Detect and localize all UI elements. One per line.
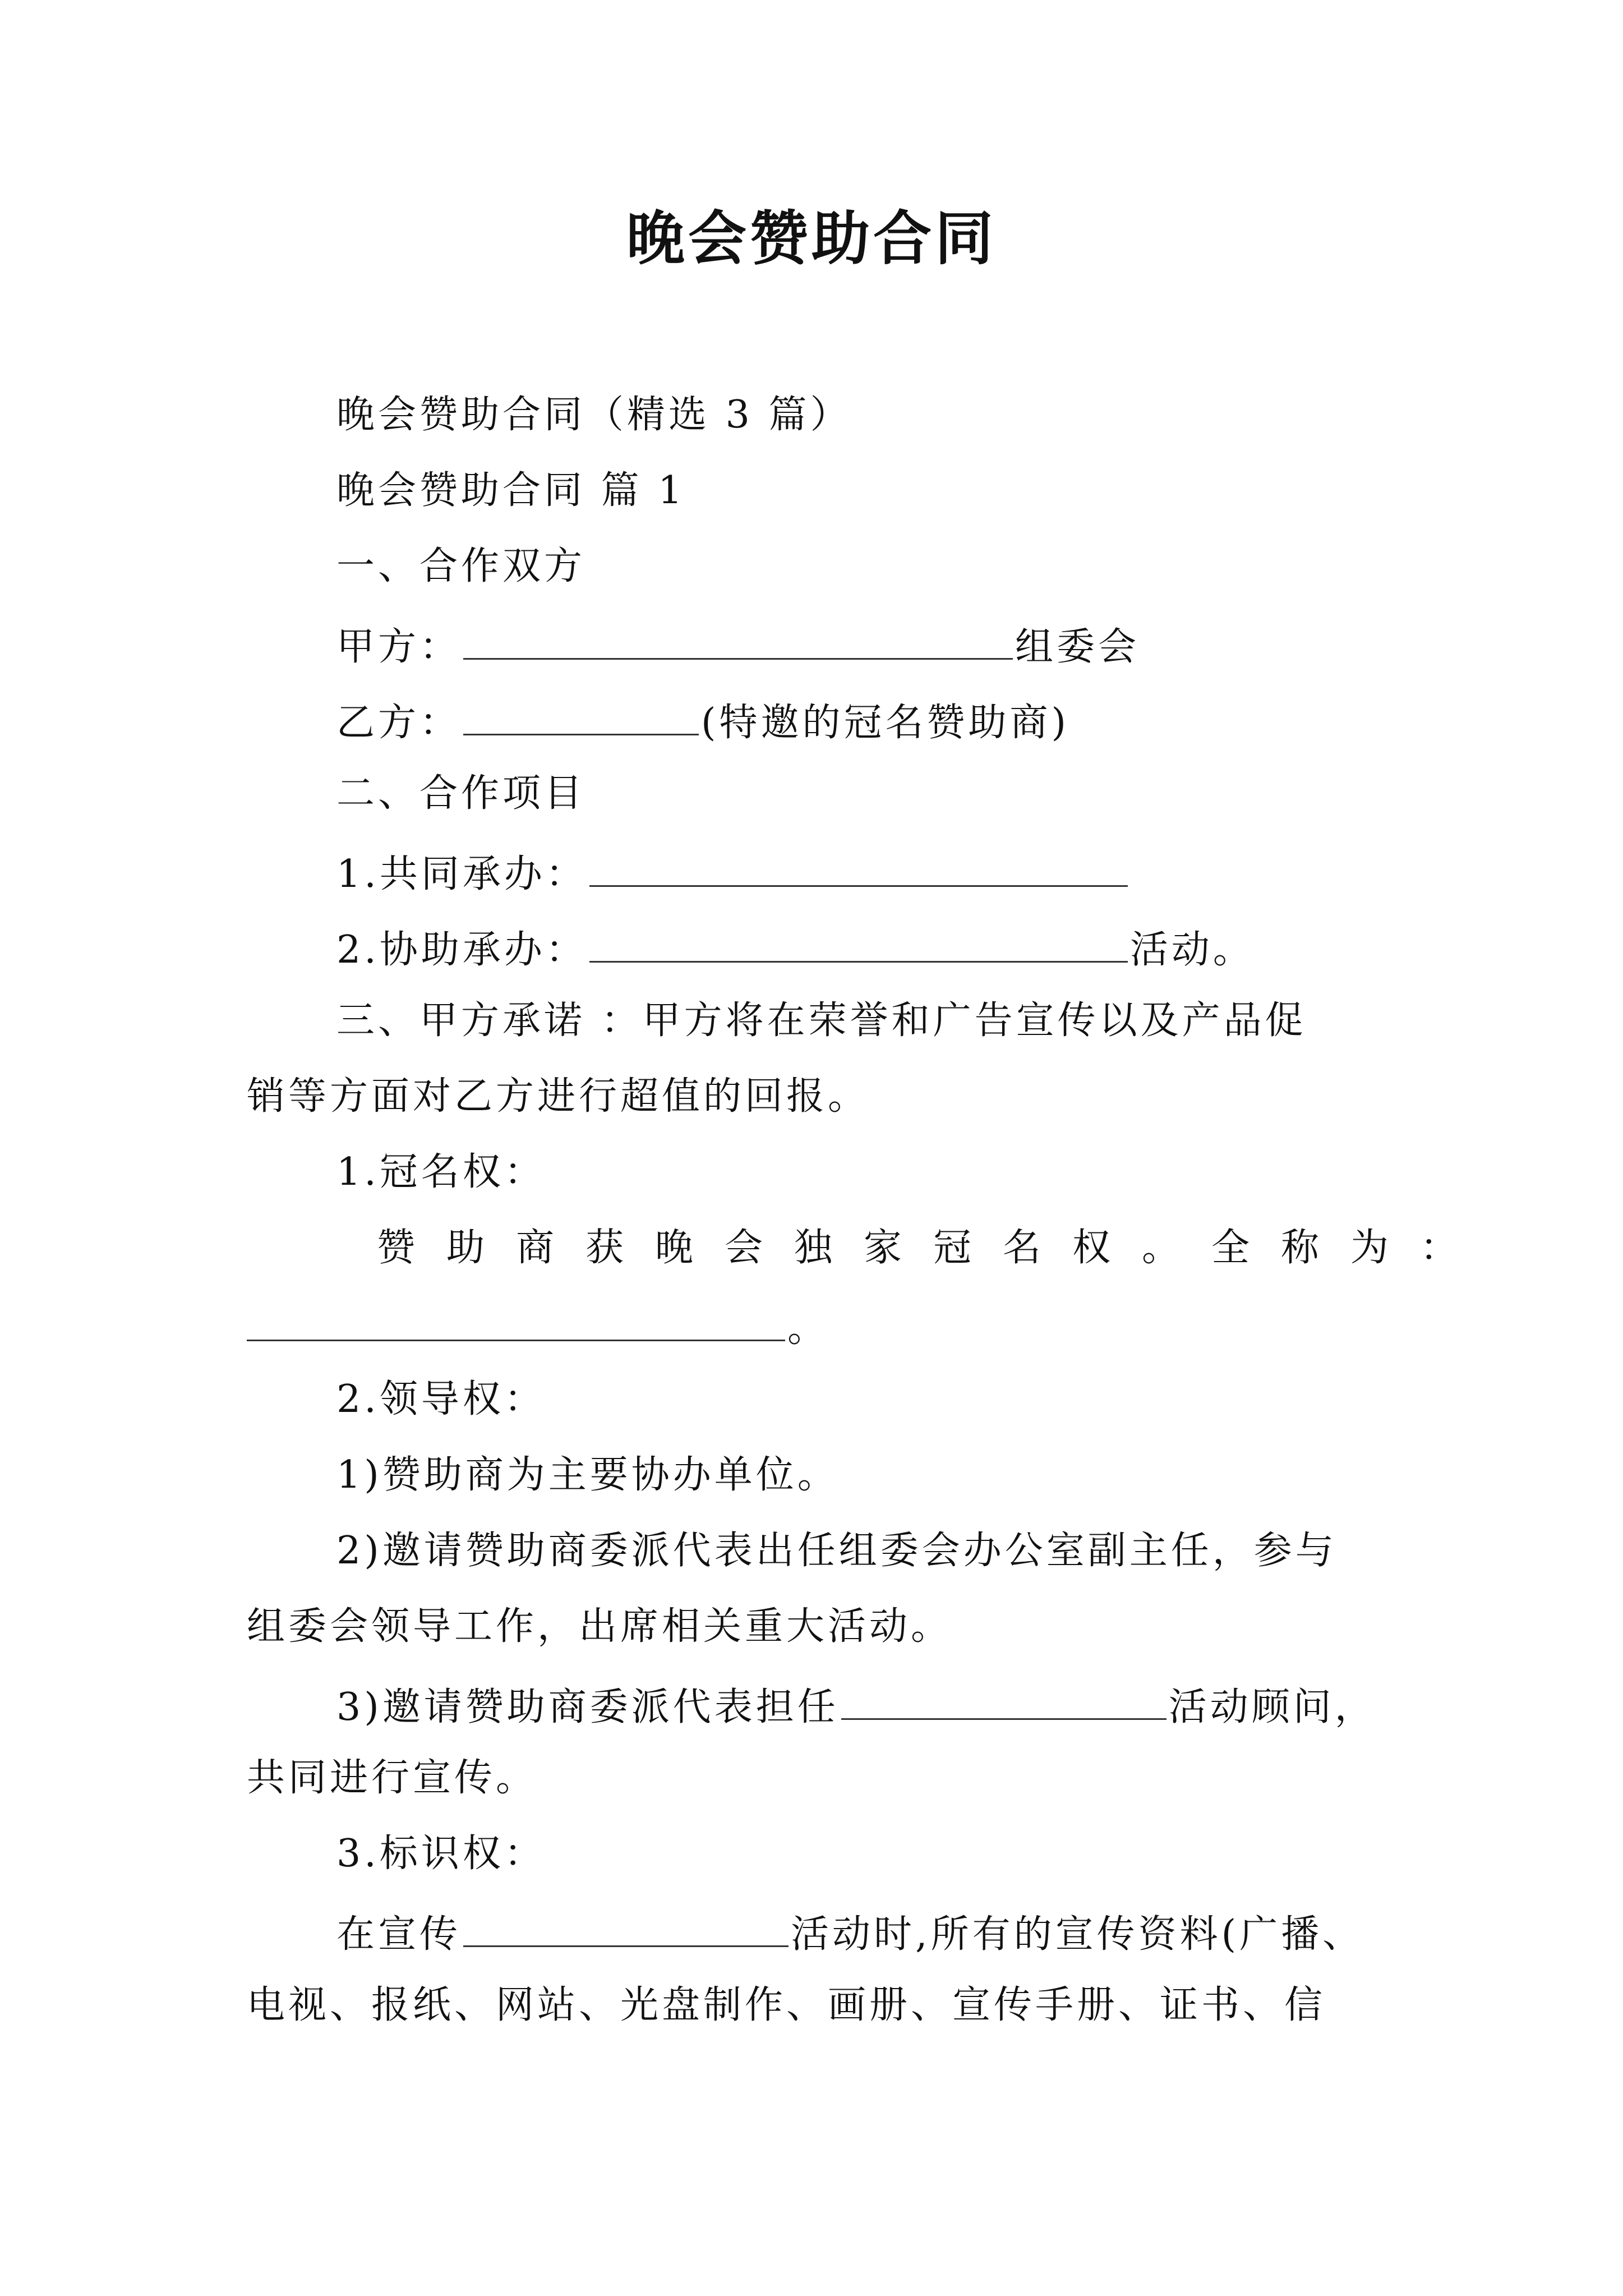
list-item (336, 1674, 1376, 1736)
assist-host-suffix: 活动。 (1129, 928, 1255, 972)
paragraph-line: 组委会领导工作，出席相关重大活动。 (247, 1604, 953, 1649)
paragraph-line: 共同进行宣传。 (247, 1756, 538, 1800)
fullname-line (247, 1296, 829, 1357)
blank-field (463, 1902, 789, 1947)
advisor-label: 3)邀请赞助商委派代表担任 (336, 1685, 839, 1729)
party-a-label: 甲方： (336, 625, 462, 669)
document-title: 晚会赞助合同 (626, 204, 997, 273)
blank-field (247, 1296, 785, 1341)
party-b-line (336, 690, 1069, 751)
section-heading: 一、合作双方 (336, 544, 586, 588)
advisor-suffix: 活动顾问， (1168, 1685, 1376, 1729)
blank-field (463, 690, 699, 735)
section-heading: 晚会赞助合同 篇 1 (336, 468, 686, 513)
clause-heading: 3.标识权： (336, 1832, 546, 1876)
paragraph-line: 赞助商获晚会独家冠名权。全称为： (377, 1226, 1490, 1270)
list-item: 2)邀请赞助商委派代表出任组委会办公室副主任，参与 (336, 1529, 1337, 1573)
clause-heading: 1.冠名权： (336, 1150, 546, 1194)
party-a-line (336, 614, 1140, 675)
blank-field (841, 1674, 1166, 1720)
paragraph-line (336, 1902, 1364, 1963)
publicity-label: 在宣传 (336, 1912, 462, 1957)
blank-field (463, 614, 1013, 660)
publicity-suffix: 活动时,所有的宣传资料(广播、 (791, 1912, 1364, 1957)
fullname-suffix: 。 (787, 1306, 829, 1351)
party-b-label: 乙方： (336, 701, 462, 745)
co-host-label: 1.共同承办： (336, 852, 587, 896)
party-b-suffix: (特邀的冠名赞助商) (701, 701, 1070, 745)
assist-host-line (336, 917, 1255, 978)
clause-heading: 2.领导权： (336, 1377, 546, 1421)
subtitle-line: 晚会赞助合同（精选 3 篇） (336, 393, 852, 437)
blank-field (589, 917, 1128, 963)
party-a-suffix: 组委会 (1015, 625, 1140, 669)
paragraph-line: 三、甲方承诺 ：甲方将在荣誉和广告宣传以及产品促 (336, 999, 1307, 1043)
assist-host-label: 2.协助承办： (336, 928, 587, 972)
co-host-line (336, 841, 1130, 903)
paragraph-line: 电视、报纸、网站、光盘制作、画册、宣传手册、证书、信 (247, 1983, 1326, 2027)
list-item: 1)赞助商为主要协办单位。 (336, 1453, 839, 1497)
blank-field (589, 841, 1128, 887)
paragraph-line: 销等方面对乙方进行超值的回报。 (247, 1074, 870, 1119)
section-heading: 二、合作项目 (336, 771, 586, 816)
